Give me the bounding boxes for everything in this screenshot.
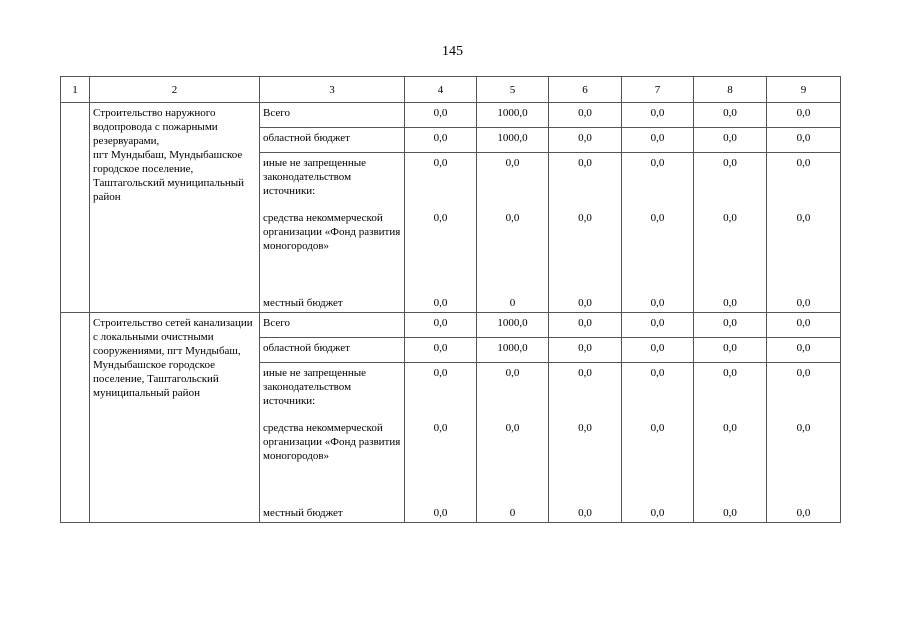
value-cell: 0,0 [622,103,694,128]
header-cell: 5 [477,77,549,103]
value-cell: 0,0 [622,153,694,209]
funding-source-cell: областной бюджет [260,338,405,363]
value-cell: 0,0 [767,363,841,419]
value-cell: 0,0 [405,338,477,363]
funding-source-cell: иные не запрещенные законодательством источники: [260,363,405,419]
header-cell: 8 [694,77,767,103]
value-cell: 0,0 [694,128,767,153]
value-cell: 0,0 [549,153,622,209]
value-cell: 0,0 [694,291,767,313]
value-cell: 0,0 [549,363,622,419]
page-number: 145 [442,44,463,59]
funding-source-cell: областной бюджет [260,128,405,153]
value-cell: 0,0 [405,291,477,313]
value-cell: 0,0 [405,418,477,501]
header-cell: 4 [405,77,477,103]
value-cell: 0,0 [694,153,767,209]
funding-source-cell: Всего [260,103,405,128]
value-cell: 0,0 [622,208,694,291]
value-cell: 0,0 [767,103,841,128]
row-number-cell [61,313,90,523]
value-cell: 0,0 [694,103,767,128]
table-row [61,103,841,128]
header-cell: 9 [767,77,841,103]
value-cell: 0,0 [622,313,694,338]
funding-source-cell: иные не запрещенные законодательством источники: [260,153,405,209]
row-number-cell [61,103,90,313]
value-cell: 0,0 [477,363,549,419]
value-cell: 0,0 [767,291,841,313]
value-cell: 0,0 [622,363,694,419]
value-cell: 0,0 [549,418,622,501]
value-cell: 0 [477,501,549,523]
value-cell: 0,0 [549,208,622,291]
value-cell: 0,0 [694,363,767,419]
value-cell: 0,0 [694,501,767,523]
value-cell: 0,0 [622,291,694,313]
value-cell: 0,0 [767,501,841,523]
header-cell: 6 [549,77,622,103]
header-cell: 1 [61,77,90,103]
value-cell: 0,0 [767,208,841,291]
value-cell: 0,0 [622,501,694,523]
value-cell: 0,0 [549,128,622,153]
value-cell: 0,0 [405,208,477,291]
value-cell: 0,0 [405,103,477,128]
value-cell: 0,0 [622,418,694,501]
value-cell: 0,0 [549,338,622,363]
value-cell: 0,0 [767,313,841,338]
value-cell: 0,0 [622,128,694,153]
value-cell: 0,0 [549,501,622,523]
value-cell: 0,0 [477,208,549,291]
value-cell: 0,0 [405,153,477,209]
funding-source-cell: средства некоммерческой организации «Фонд развития моногородов» [260,208,405,291]
funding-source-cell: средства некоммерческой организации «Фонд развития моногородов» [260,418,405,501]
value-cell: 0,0 [477,153,549,209]
funding-source-cell: местный бюджет [260,291,405,313]
value-cell: 0,0 [549,291,622,313]
funding-source-cell: Всего [260,313,405,338]
value-cell: 1000,0 [477,128,549,153]
budget-table [60,76,841,523]
header-cell: 3 [260,77,405,103]
value-cell: 0,0 [767,418,841,501]
value-cell: 0,0 [767,153,841,209]
value-cell: 0,0 [405,363,477,419]
value-cell: 0,0 [767,338,841,363]
value-cell: 1000,0 [477,338,549,363]
value-cell: 0,0 [622,338,694,363]
value-cell: 0,0 [405,313,477,338]
value-cell: 1000,0 [477,103,549,128]
table-header-row [61,77,841,103]
value-cell: 0,0 [694,418,767,501]
value-cell: 0 [477,291,549,313]
value-cell: 0,0 [405,128,477,153]
value-cell: 0,0 [694,338,767,363]
value-cell: 0,0 [549,103,622,128]
funding-source-cell: местный бюджет [260,501,405,523]
value-cell: 0,0 [694,208,767,291]
project-name-cell: Строительство наружного водопровода с пожарными резервуарами, пгт Мундыбаш, Мундыбашское городское поселение, Таштагольский муниципальный район [90,103,260,313]
table-row [61,313,841,338]
value-cell: 0,0 [549,313,622,338]
value-cell: 0,0 [477,418,549,501]
project-name-cell: Строительство сетей канализации с локальными очистными сооружениями, пгт Мундыбаш, Мундыбашское городское поселение, Таштагольский муниципальный район [90,313,260,523]
header-cell: 2 [90,77,260,103]
value-cell: 0,0 [694,313,767,338]
value-cell: 0,0 [405,501,477,523]
header-cell: 7 [622,77,694,103]
value-cell: 1000,0 [477,313,549,338]
value-cell: 0,0 [767,128,841,153]
